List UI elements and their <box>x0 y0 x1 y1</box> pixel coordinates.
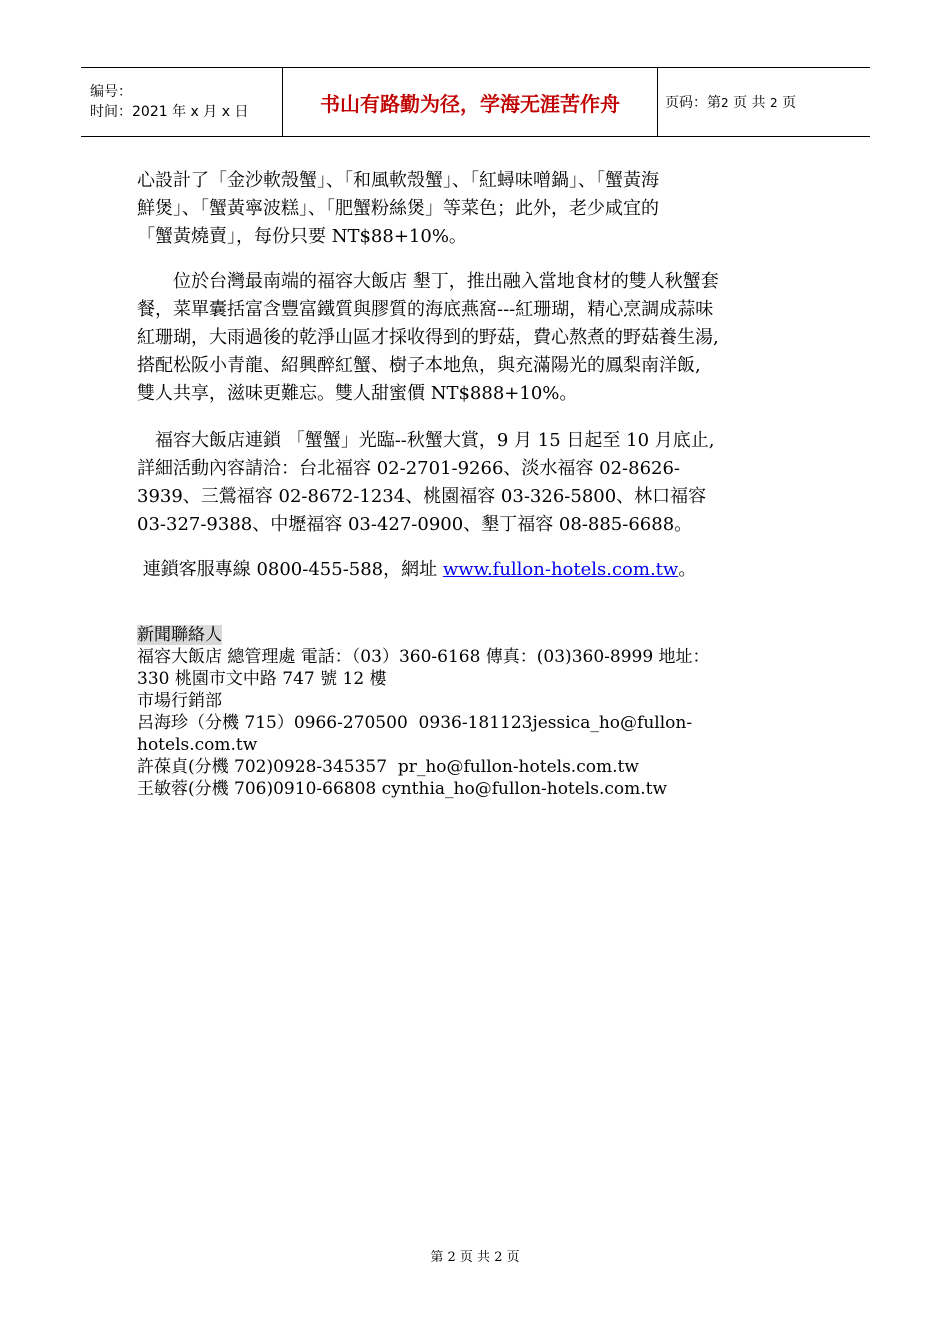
page-mid: 页 共 <box>733 95 766 111</box>
page-prefix: 页码：第 <box>665 95 721 111</box>
motto-text: 书山有路勤为径，学海无涯苦作舟 <box>320 91 620 116</box>
page-indicator <box>665 92 870 112</box>
page-total: 2 <box>770 96 778 110</box>
paragraph-event-contacts <box>137 427 817 539</box>
website-link[interactable]: www.fullon-hotels.com.tw <box>442 559 679 580</box>
text-line: 餐，菜單囊括富含豐富鐵質與膠質的海底燕窩---紅珊瑚，精心烹調成蒜味 <box>137 299 714 320</box>
text-line: 詳細活動內容請洽：台北福容 02-2701-9266、淡水福容 02-8626- <box>137 458 681 479</box>
contact-line: 許葆貞(分機 702)0928-345357 pr_ho@fullon-hotels.com.tw <box>137 757 639 777</box>
contact-line: 呂海珍（分機 715）0966-270500 0936-181123jessica_ho@fullon- <box>137 713 693 733</box>
contact-heading-text: 新聞聯絡人 <box>137 625 222 645</box>
contact-line: 王敏蓉(分機 706)0910-66808 cynthia_ho@fullon-hotels.com.tw <box>137 779 668 799</box>
time-label: 时间：2021 年 x 月 x 日 <box>90 104 249 120</box>
text-line: 紅珊瑚，大雨過後的乾淨山區才採收得到的野菇，費心熬煮的野菇養生湯, <box>137 327 719 348</box>
text-line <box>137 556 817 584</box>
service-suffix: 。 <box>678 559 697 580</box>
text-line: 福容大飯店連鎖 「蟹蟹」光臨--秋蟹大賞，9 月 15 日起至 10 月底止, <box>137 430 715 451</box>
page-footer: 第 2 页 共 2 页 <box>430 1250 520 1265</box>
page-header <box>81 67 870 137</box>
header-page-info <box>658 68 870 136</box>
paragraph-service-line <box>137 556 817 584</box>
press-contact-section <box>137 624 817 800</box>
contact-heading <box>137 624 817 646</box>
contact-line: 330 桃園市文中路 747 號 12 樓 <box>137 669 387 689</box>
text-line: 心設計了「金沙軟殼蟹」、「和風軟殼蟹」、「紅蟳味噌鍋」、「蟹黃海 <box>137 170 659 191</box>
contact-line: 福容大飯店 總管理處 電話：（03）360-6168 傳真：(03)360-8999 地址： <box>137 647 710 667</box>
contact-line: 市場行銷部 <box>137 691 222 711</box>
page-suffix: 页 <box>782 95 797 111</box>
service-text: 連鎖客服專線 0800-455-588，網址 <box>137 559 443 580</box>
paragraph-kenting-set-meal <box>137 268 817 408</box>
text-line: 雙人共享，滋味更難忘。雙人甜蜜價 NT$888+10%。 <box>137 383 578 404</box>
header-meta <box>81 68 282 136</box>
text-line: 3939、三鶯福容 02-8672-1234、桃園福容 03-326-5800、林口福容 <box>137 486 707 507</box>
text-line: 「蟹黃燒賣」，每份只要 NT$88+10%。 <box>137 226 467 247</box>
text-line: 搭配松阪小青龍、紹興醉紅蟹、樹子本地魚，與充滿陽光的鳳梨南洋飯, <box>137 355 701 376</box>
text-line: 位於台灣最南端的福容大飯店 墾丁，推出融入當地食材的雙人秋蟹套 <box>137 271 719 292</box>
page-current: 2 <box>721 96 729 110</box>
number-label: 编号： <box>90 84 132 100</box>
text-line: 鮮煲」、「蟹黃寧波糕」、「肥蟹粉絲煲」等菜色；此外，老少咸宜的 <box>137 198 659 219</box>
contact-line: hotels.com.tw <box>137 735 258 755</box>
text-line: 03-327-9388、中壢福容 03-427-0900、墾丁福容 08-885-6688。 <box>137 514 693 535</box>
header-motto <box>282 68 658 136</box>
paragraph-crab-dishes <box>137 167 817 251</box>
